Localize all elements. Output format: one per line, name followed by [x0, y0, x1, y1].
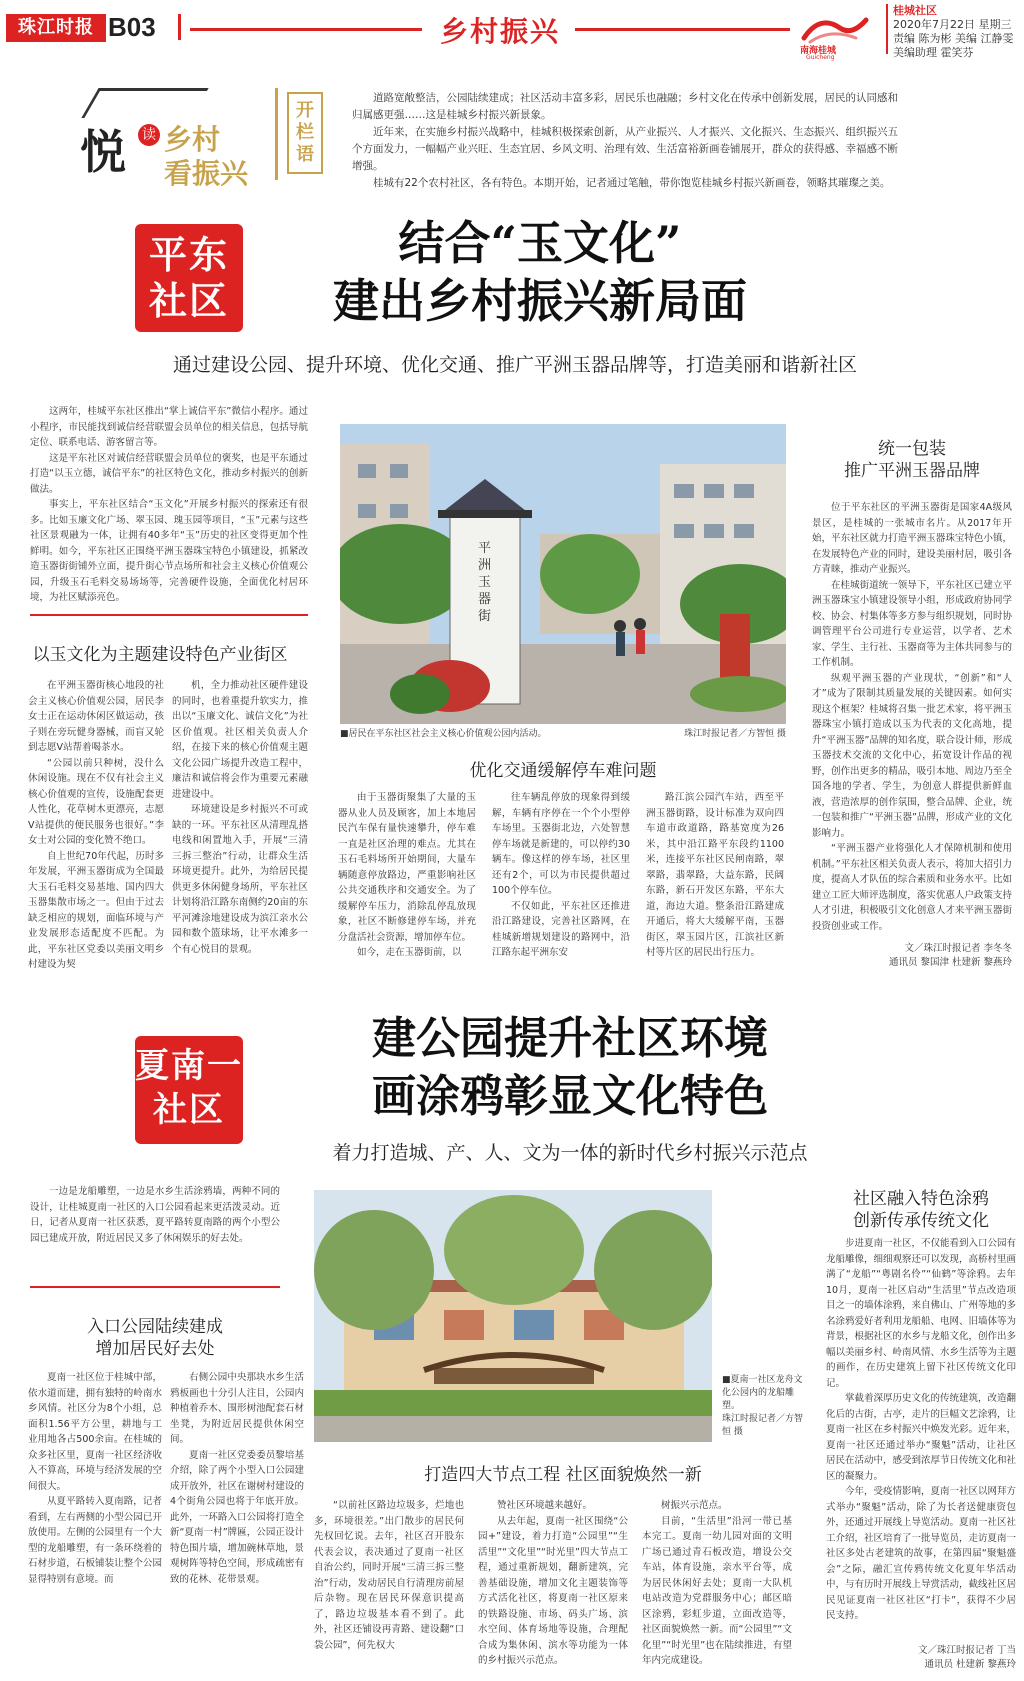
story2-sec3-head-line2: 创新传承传统文化	[853, 1211, 989, 1231]
masthead-meta	[893, 4, 1014, 60]
story2-photo	[314, 1190, 712, 1442]
park-photo-image	[314, 1190, 712, 1442]
body-paragraph: 夏南一社区位于桂城中部，依水道而建，拥有独特的岭南水乡风情。社区分为8个小组，总面积1.56平方公里，耕地与工业用地各占500余亩。在桂城的众多社区里，夏南一社区经济收入不算高，环境与经济发展的空间很大。	[28, 1372, 162, 1492]
body-paragraph: 树振兴示范点。	[661, 1500, 728, 1511]
body-paragraph: 赞社区环境越来越好。	[497, 1500, 593, 1511]
caption-line1: ■夏南一社区龙舟文化公园内的龙船雕塑。	[722, 1375, 803, 1411]
story1-seal	[135, 224, 243, 332]
story1-title-line1: 结合“玉文化”	[398, 216, 682, 270]
masthead-divider	[178, 14, 181, 40]
banner-tab	[287, 92, 323, 174]
column-label: 桂城社区	[893, 4, 937, 17]
town-logo-text: 南海桂城	[800, 46, 837, 56]
body-paragraph: 自上世纪70年代起，历时多年发展，平洲玉器街成为全国最大玉石毛料交易基地、国内四大玉器集散市场之一。但由于过去缺乏相应的规划，面临环境与产业发展形态适配度不匹配。为此，平东社区党委以美丽文明乡村建设为契	[28, 850, 164, 970]
banner-big-char: 悦	[80, 125, 126, 179]
body-paragraph: 夏南一社区党委委员黎培基介绍，除了两个小型入口公园建成开放外，社区在谢树村建设的4个街角公园也将于年底开放。此外，一环路入口公园将打造全新“夏南一村”牌匾，公园正设计特色围片墙，增加碗林草地，景观树阵等特色空间，形成疏密有致的花林、花带景观。	[170, 1449, 304, 1585]
story1-photo	[340, 424, 786, 724]
body-paragraph: 在平洲玉器街核心地段的社会主义核心价值观公园，居民李女士正在运动休闲区做运动，孩子则在旁玩健身器械，而盲又轮到志愿V站帮着喝茶水。	[28, 680, 164, 753]
story2-seal-line1: 夏南一	[135, 1046, 243, 1086]
story2-lead	[30, 1184, 280, 1280]
intro-paragraph: 道路宽敞整洁，公园陆续建成；社区活动丰富多彩，居民乐也融融；乡村文化在传承中创新发展，居民的认同感和归属感更强……这是桂城乡村振兴新景象。	[352, 92, 898, 121]
story1-sec1-col1	[28, 678, 164, 973]
assistant-line: 美编助理 霍笑芬	[893, 46, 974, 59]
story2-sec1-head-line2: 增加居民好去处	[95, 1339, 215, 1359]
body-paragraph: 右侧公园中央那块水乡生活鸦板画也十分引人注目，公园内种植着乔木、围形树池配套石材坐凳，为附近居民提供休闲空间。	[170, 1372, 304, 1445]
story2-byline	[826, 1644, 1016, 1672]
story1-lead	[30, 404, 308, 606]
banner-intro	[352, 90, 902, 192]
story2-subtitle: 着力打造城、产、人、文为一体的新时代乡村振兴示范点	[332, 1142, 808, 1164]
story2-sec1-col1	[28, 1370, 162, 1674]
story2-photo-caption	[722, 1374, 808, 1439]
section-title: 乡村振兴	[440, 15, 561, 48]
banner-small-char: 读	[138, 124, 160, 146]
body-paragraph: 不仅如此，平东社区还推进沿江路建设，完善社区路网，在桂城新增规划建设的路网中，沿江路东起平洲东安	[492, 900, 630, 958]
banner-tab-label: 开栏语	[296, 100, 314, 165]
story2-sec2-head: 打造四大节点工程 社区面貌焕然一新	[424, 1465, 702, 1485]
town-logo	[800, 14, 870, 61]
byline-line2: 通讯员 杜建新 黎燕玲	[924, 1659, 1016, 1670]
story2-title-line2: 画涂鸦彰显文化特色	[372, 1071, 768, 1122]
story1-sec2-head: 优化交通缓解停车难问题	[469, 761, 657, 781]
story1-title-line2: 建出乡村振兴新局面	[333, 274, 747, 328]
story2-seal-line2: 社区	[153, 1090, 225, 1130]
story2-sec1-head	[30, 1316, 280, 1360]
story2-seal	[135, 1036, 243, 1144]
column-banner-logo	[80, 88, 260, 198]
body-paragraph: 掌截着深厚历史文化的传统建筑，改造翻化后的古街，古亭，走片的巨幅文艺涂鸦，让夏南一社区在乡村振兴中焕发光彩。近年来，夏南一社区还通过举办“聚魁”活动，让社区居民在活动中，感受到浓厚节日传统文化和社区的凝聚力。	[826, 1393, 1016, 1482]
body-paragraph: 纵观平洲玉器的产业现状，“创新”和“人才”成为了限制其质量发展的关键因素。如何实现这个框架？桂城将召集一批艺术家，将平洲玉器珠宝小镇打造成以玉为代表的文化高地，提升“平洲玉器”品牌的知名度，联合设计师，形成玉器技术交流的文化中心，拓宽设计作品的视野，创作出更多的精品，吸引本地、周边乃至全国各地的学者、学生，为创意人群提供新鲜血液，营造浓厚的创作氛围，整合品牌、企业，统一包装和推广“平洲玉器”品牌，形成产业的文化影响力。	[812, 672, 1012, 839]
body-paragraph: 往车辆乱停放的现象得到缓解，车辆有序停在一个个小型停车场里。玉器街北边，六处智慧停车场就是新建的，可以停约30辆车。像这样的停车场，社区里还有2个，可以为市民提供超过100个停车位。	[492, 792, 630, 896]
story1-subtitle: 通过建设公园、提升环境、优化交通、推广平洲玉器品牌等，打造美丽和谐新社区	[172, 354, 857, 376]
story1-sec1-head: 以玉文化为主题建设特色产业街区	[32, 645, 288, 665]
banner-accent-bar	[275, 88, 278, 180]
body-paragraph: 如今，走在玉器街前，以	[357, 947, 462, 958]
section-rule	[30, 614, 308, 616]
body-paragraph: 由于玉器街聚集了大量的玉器从业人员及顾客，加上本地居民汽车保有量快速攀升，停车难一直是社区治理的难点。尤其在玉石毛料场所开始期间，大量车辆随意停放路边，严重影响社区公共交通秩序和交通安全。为了缓解停车压力，消除乱停乱放现象，社区不断修建停车场，并充分盘活社会资源，增加停车位。	[338, 792, 476, 943]
story2-sec2-col2	[478, 1498, 628, 1674]
body-paragraph: 在桂城街道统一领导下，平东社区已建立平洲玉器珠宝小镇建设领导小组，形成政府协同学校、协会、村集体等多方参与组织规划，同时协调管理平台公司进行专业运营，以学者、艺术家、学生、主行社、玉器商等为主体共同参与的工作机制。	[812, 579, 1012, 668]
byline-line1: 文／珠江时报记者 李冬冬	[904, 943, 1012, 954]
banner-title-line2: 看振兴	[164, 157, 249, 190]
story2-sec3-head-line1: 社区融入特色涂鸦	[853, 1189, 989, 1209]
body-paragraph: 今年，受疫情影响，夏南一社区以网拜方式举办“聚魁”活动，除了为长者送健康资包外，还通过开展线上导览活动。夏南一社区社工介绍，社区培育了一批导览员，走访夏南一社区多处古老建筑的故事，在第四届“聚魁盛会”之际，融汇宣传鸦传统文化夏年华活动中，与有历时开展线上导赏活动，截线社区居民见证夏南一社区社区“打卡”，获得不少居民支持。	[826, 1486, 1016, 1621]
intro-paragraph: 桂城有22个农村社区，各有特色。本期开始，记者通过笔触，带你饱览桂城乡村振兴新画卷，领略其璀璨之美。	[373, 177, 891, 189]
body-paragraph: 机，全力推动社区硬件建设的同时，也着重提升软实力，推出以“玉廉文化、诚信文化”为社区价值观。社区相关负责人介绍，在接下来的核心价值观主题文化公园广场提升改造工程中，廉洁和诚信将会作为重要元素融进建设中。	[172, 680, 308, 800]
caption-line2: 珠江时报记者／方智恒 摄	[722, 1414, 804, 1437]
section-rule	[30, 1286, 280, 1288]
masthead-meta-divider	[886, 4, 888, 54]
paper-logo: 珠江时报	[6, 14, 106, 42]
lead-paragraph: 这是平东社区对诚信经营联盟会员单位的褒奖，也是平东通过打造“以玉立德，诚信平东”的社区特色文化，推动乡村振兴的创新做法。	[30, 452, 308, 495]
date-line: 2020年7月22日 星期三	[893, 18, 1012, 31]
street-photo-image	[340, 424, 786, 724]
body-paragraph: 从夏平路转入夏南路，记者看到，左右两侧的小型公园已开放使用。左侧的公园里有一个大型的龙船雕塑，有一条环绕着的石材步道，石板铺装让整个公园显得特别有意境。而	[28, 1496, 162, 1585]
editor-line: 责编 陈为彬 美编 江静雯	[893, 32, 1014, 45]
roof-icon	[81, 88, 208, 118]
story1-sec3-head	[812, 438, 1012, 482]
page-number: B03	[108, 12, 156, 42]
story2-title-line1: 建公园提升社区环境	[372, 1013, 768, 1064]
lead-paragraph: 一边是龙船雕塑，一边是水乡生活涂鸦墙，两种不同的设计，让桂城夏南一社区的入口公园看起来更活泼灵动。近日，记者从夏南一社区获悉，夏平路转夏南路的两个小型公园已建成开放，附近居民又多了休闲娱乐的好去处。	[30, 1186, 280, 1244]
body-paragraph: “公园以前只种树，没什么休闲设施。现在不仅有社会主义核心价值观的宣传，设施配套更人性化，花草树木更漂亮，志愿V站提供的便民服务也很好。”李女士对公园的变化赞不绝口。	[28, 757, 164, 846]
story1-sec2-col2	[492, 790, 630, 973]
byline-line1: 文／珠江时报记者 丁当	[917, 1645, 1016, 1656]
body-paragraph: 路江滨公园汽车站，西至平洲玉器街路，设计标准为双向四车道市政道路，路基宽度为26米，其中沿江路平东段约1100米，连接平东社区民闸南路，翠翠路，翡翠路，大益东路，民阔东路，新石开发区东路，平东大道，海边大道。整条沿江路建成开通后，将大大缓解平南，玉器街区，翠玉园片区，江滨社区新村等片区的居民出行压力。	[646, 792, 784, 958]
story1-sec3-head-line1: 统一包装	[878, 439, 946, 459]
story2-sec3-head	[826, 1188, 1016, 1232]
story1-sec2-col3	[646, 790, 784, 973]
body-paragraph: “以前社区路边垃圾多，烂地也多，环境很差。”出门散步的居民何先权回忆说。去年，社区召开股东代表会议，表决通过了夏南一社区自治公约，同时开展“三清三拆三整治”行动，发动居民自行清理房前屋后杂物。现在居民环保意识提高了，路边垃圾基本看不到了。此外，社区还铺设再青路、建设翻“口袋公园”，何先权大	[314, 1500, 464, 1651]
story1-sec1-col2	[172, 678, 308, 973]
photo-sign-text: 平洲玉器街	[478, 541, 492, 624]
body-paragraph: 目前，“生活里”沿河一带已基本完工。夏南一幼儿园对面的文明广场已通过青石板改造，增设公交车站，体育设施，亲水平台等，成为居民休闲好去处；夏南一大队机电站改造为党群服务中心；邮区暗区涂鸦，彩虹步道，立面改造等，社区面貌焕然一新。而“公园里”“文化里”“时光里”也在陆续推进，有望年内完成建设。	[642, 1515, 792, 1666]
story1-sec2-col1	[338, 790, 476, 973]
intro-paragraph: 近年来，在实施乡村振兴战略中，桂城积极探索创新，从产业振兴、人才振兴、文化振兴、生态振兴、组织振兴五个方面发力，一幅幅产业兴旺、生态宜居、乡风文明、治理有效、生活富裕新画卷铺展开，群众的获得感、幸福感不断增强。	[352, 126, 898, 172]
story2-sec3-col	[826, 1236, 1016, 1640]
story2-sec1-head-line1: 入口公园陆续建成	[87, 1317, 223, 1337]
story2-sec2-col3	[642, 1498, 792, 1674]
story1-seal-line1: 平东	[148, 232, 229, 277]
town-logo-sub: Guicheng	[806, 54, 835, 61]
body-paragraph: 位于平东社区的平洲玉器街是国家4A级风景区，是桂城的一张城市名片。从2017年开始，平东社区就力打造平洲玉器珠宝特色小镇，在发展特色产业的同时，建设美丽村居，吸引各方青睐，推动产业振兴。	[812, 502, 1012, 575]
masthead-rule-right	[575, 28, 790, 31]
story2-sec2-col1	[314, 1498, 464, 1674]
story2-sec1-col2	[170, 1370, 304, 1674]
lead-paragraph: 事实上，平东社区结合“玉文化”开展乡村振兴的探索还有很多。比如玉廉文化广场、翠玉园、瑰玉园等项目，“玉”元素与这些社区景观融为一体，让拥有40多年“玉”历史的社区变得更加个性鲜明。如今，平东社区正围绕平洲玉器珠宝特色小镇建设，抓紧改造玉器街街铺外立面，提升街心节点场所和社会主义核心价值观公园，升级玉石毛料交易场场等，完善硬件设施，全面优化村居环境，为社区赋添亮色。	[30, 499, 308, 603]
body-paragraph: 从去年起，夏南一社区围绕“公园+”建设，着力打造“公园里”“生活里”“文化里”“时光里”四大节点工程，通过重新规划，翻新建筑，完善基础设施，增加文化主题装饰等方式活化社区，将夏南一社区原来的铁路设施、市场、码头广场、滨水空间、体育场地等设施，合理配合成为集休闲、滨水等功能为一体的乡村振兴示范点。	[478, 1515, 628, 1666]
story1-sec3-col	[812, 500, 1012, 940]
lead-paragraph: 这两年，桂城平东社区推出“掌上诚信平东”微信小程序。通过小程序，市民能找到诚信经营联盟会员单位的相关信息，包括导航定位、联系电话、游客留言等。	[30, 406, 308, 448]
body-paragraph: 环境建设是乡村振兴不可或缺的一环。平东社区从清理乱搭电线和闲置地入手，开展“三清三拆三整治”行动，让群众生活环境更提升。此外，为给居民提供更多休闲健身场所，平东社区计划将沿江路东南侧约20亩的东平河滩涂地建设成为滨江亲水公园和数个篮球场，让平水滩多一个有心悦目的景观。	[172, 804, 308, 955]
story1-sec3-head-line2: 推广平洲玉器品牌	[844, 461, 980, 481]
story1-headline	[260, 214, 820, 330]
story1-photo-caption: ■居民在平东社区社会主义核心价值观公园内活动。	[340, 729, 547, 739]
town-logo-icon	[800, 14, 870, 44]
story1-photo-credit: 珠江时报记者／方智恒 摄	[684, 729, 786, 739]
masthead-rule-left	[190, 28, 422, 31]
byline-line2: 通讯员 黎国津 杜建新 黎燕玲	[888, 957, 1012, 968]
body-paragraph: 步进夏南一社区，不仅能看到入口公园有龙船雕像，细细观察还可以发现，高桥村里画满了“龙船”“粤剧名伶”“仙鹤”等涂鸦。去年10月，夏南一社区启动“生活里”节点改造项目之一的墙体涂鸦，来自佛山、广州等地的多名涂鸦爱好者利用龙船船、电网、旧墙体等为背景，根据社区的水乡与龙船文化，创作出多幅以美丽乡村、岭南风情、水乡生活等为主题的画作，在历史建筑上留下社区传统文化印记。	[826, 1238, 1016, 1389]
body-paragraph: “平洲玉器产业将强化人才保障机制和使用机制。”平东社区相关负责人表示，将加大招引力度，提高人才队伍的综合素质和业务水平。比如建立工匠大师评选制度，落实优惠人户政策支持人才引进，积极吸引文化创意人才来平洲玉器街投资创业或工作。	[812, 843, 1012, 932]
banner-title-line1: 乡村	[164, 123, 221, 156]
story1-byline	[812, 942, 1012, 970]
story2-headline	[290, 1010, 850, 1126]
story1-seal-line2: 社区	[148, 278, 229, 323]
